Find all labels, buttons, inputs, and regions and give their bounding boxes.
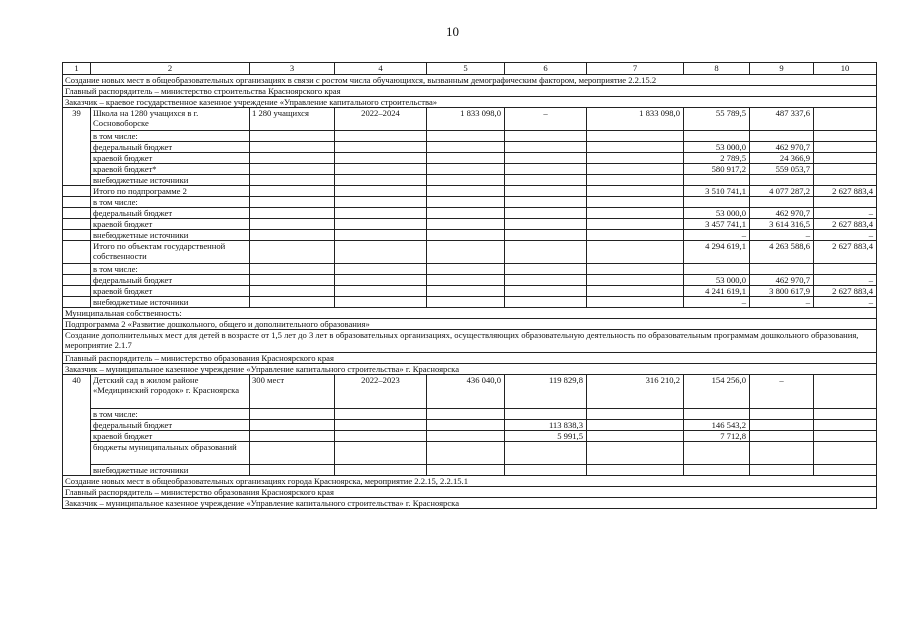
value-col10 [814,164,877,175]
table-cell [427,409,505,420]
table-cell [587,241,684,264]
table-cell [335,409,427,420]
table-cell [505,208,587,219]
table-cell [505,286,587,297]
table-cell [250,153,335,164]
object-cost: 1 833 098,0 [427,108,505,131]
budget-row [63,197,877,208]
object-cost: 436 040,0 [427,375,505,409]
value-col6 [505,442,587,465]
value-col9 [750,264,814,275]
table-cell [427,230,505,241]
table-cell [427,286,505,297]
table-cell [335,164,427,175]
budget-row [63,219,877,230]
table-cell [505,230,587,241]
row-num-cell [63,230,91,241]
value-col8: 3 510 741,1 [684,186,750,197]
table-cell [427,442,505,465]
row-label: в том числе: [91,264,250,275]
budget-row [63,164,877,175]
object-capacity: 300 мест [250,375,335,409]
value-col9 [750,175,814,186]
value-col10: – [814,230,877,241]
budget-row [63,208,877,219]
value-col6 [505,465,587,476]
table-cell [587,219,684,230]
row-label: федеральный бюджет [91,420,250,431]
value-col9: 3 614 316,5 [750,219,814,230]
row-label: краевой бюджет [91,153,250,164]
table-cell [427,219,505,230]
table-cell [427,153,505,164]
table-cell [587,197,684,208]
table-cell [587,142,684,153]
budget-row [63,431,877,442]
budget-row [63,297,877,308]
value-col9: – [750,230,814,241]
value-col10: 2 627 883,4 [814,186,877,197]
table-cell [587,264,684,275]
value-col8 [684,442,750,465]
value-col9: 462 970,7 [750,142,814,153]
table-cell [505,264,587,275]
section-title: Создание новых мест в общеобразовательных организациях в связи с ростом числа обучающихся, вызванным демографическим фактором, мероприятие 2.2.15.2 [63,75,877,86]
object-col6: 119 829,8 [505,375,587,409]
section-row [63,487,877,498]
object-col6: – [505,108,587,131]
value-col8: – [684,297,750,308]
object-col8: 55 789,5 [684,108,750,131]
budget-row [63,153,877,164]
row-label: Итого по подпрограмме 2 [91,186,250,197]
table-cell [335,465,427,476]
value-col9: 462 970,7 [750,275,814,286]
table-cell [587,164,684,175]
table-cell [587,208,684,219]
value-col9: 559 053,7 [750,164,814,175]
table-cell [335,131,427,142]
table-cell [335,186,427,197]
row-num-cell [63,275,91,286]
object-number: 40 [63,375,91,476]
table-cell [427,275,505,286]
table-cell [427,465,505,476]
row-label: внебюджетные источники [91,230,250,241]
table-cell [505,142,587,153]
table-cell [750,431,814,442]
row-label: федеральный бюджет [91,208,250,219]
table-cell [335,275,427,286]
table-cell [250,175,335,186]
table-cell [587,230,684,241]
table-cell [427,175,505,186]
section-customer: Заказчик – муниципальное казенное учреждение «Управление капитального строительства» г. Красноярска [63,498,877,509]
row-num-cell [63,297,91,308]
section-row [63,75,877,86]
section-title: Создание новых мест в общеобразовательных организациях города Красноярска, мероприятие 2.2.15, 2.2.15.1 [63,476,877,487]
object-col7: 316 210,2 [587,375,684,409]
table-cell [250,186,335,197]
table-cell [587,175,684,186]
value-col8 [684,409,750,420]
object-row [63,108,877,131]
table-cell [250,230,335,241]
table-cell [250,442,335,465]
state-total-label: Итого по объектам государственной собственности [91,241,250,264]
value-col9: 3 800 617,9 [750,286,814,297]
value-col9: – [750,297,814,308]
column-header: 10 [814,63,877,75]
row-label: в том числе: [91,409,250,420]
table-cell [335,197,427,208]
budget-row [63,230,877,241]
table-cell [505,219,587,230]
value-col10: 2 627 883,4 [814,219,877,230]
value-col10 [814,264,877,275]
budget-row [63,442,877,465]
value-col10: 2 627 883,4 [814,241,877,264]
table-cell [250,131,335,142]
section-row [63,498,877,509]
table-cell [335,208,427,219]
table-cell [587,153,684,164]
value-col8 [684,197,750,208]
section-row [63,364,877,375]
table-cell [750,409,814,420]
section-customer: Заказчик – краевое государственное казенное учреждение «Управление капитального строительства» [63,97,877,108]
table-cell [250,197,335,208]
subprogram-heading: Подпрограмма 2 «Развитие дошкольного, общего и дополнительного образования» [63,319,877,330]
section-row [63,476,877,487]
object-col9: – [750,375,814,409]
table-cell [750,420,814,431]
budget-row [63,409,877,420]
table-cell [250,465,335,476]
table-cell [250,219,335,230]
value-col8 [684,465,750,476]
table-cell [427,131,505,142]
table-cell [814,409,877,420]
table-cell [250,420,335,431]
table-cell [505,186,587,197]
section-row [63,86,877,97]
object-row [63,375,877,409]
column-header: 2 [91,63,250,75]
object-number: 39 [63,108,91,186]
table-cell [335,219,427,230]
table-cell [250,431,335,442]
table-cell [250,241,335,264]
object-period: 2022–2024 [335,108,427,131]
value-col8: 580 917,2 [684,164,750,175]
section-row [63,308,877,319]
table-cell [335,420,427,431]
row-label: внебюджетные источники [91,175,250,186]
table-cell [587,465,684,476]
municipal-heading: Муниципальная собственность: [63,308,877,319]
section-row [63,330,877,353]
table-cell [335,230,427,241]
table-cell [587,431,684,442]
value-col8: – [684,230,750,241]
table-cell [427,164,505,175]
table-cell [335,442,427,465]
value-col8: 3 457 741,1 [684,219,750,230]
object-col10 [814,375,877,409]
budget-row [63,131,877,142]
value-col9: 4 263 588,6 [750,241,814,264]
table-cell [427,197,505,208]
table-cell [587,186,684,197]
row-num-cell [63,219,91,230]
row-num-cell [63,264,91,275]
budget-table [62,62,877,509]
budget-row [63,275,877,286]
row-label: краевой бюджет [91,431,250,442]
object-col10 [814,108,877,131]
header-row [63,63,877,75]
value-col8: 2 789,5 [684,153,750,164]
section-title: Создание дополнительных мест для детей в возрасте от 1,5 лет до 3 лет в образовательных организациях, осуществляющих образовательную деятельность по образовательным программам дошкольного образования, мероприятие 2.1.7 [63,330,877,353]
section-admin: Главный распорядитель – министерство образования Красноярского края [63,353,877,364]
table-cell [335,241,427,264]
value-col6: 5 991,5 [505,431,587,442]
table-cell [250,164,335,175]
object-capacity: 1 280 учащихся [250,108,335,131]
column-header: 3 [250,63,335,75]
table-cell [505,275,587,286]
object-name: Детский сад в жилом районе «Медицинский городок» г. Красноярска [91,375,250,409]
table-cell [427,264,505,275]
table-cell [587,420,684,431]
section-row [63,319,877,330]
table-cell [335,142,427,153]
value-col9: 462 970,7 [750,208,814,219]
value-col8 [684,131,750,142]
value-col10: – [814,208,877,219]
section-admin: Главный распорядитель – министерство образования Красноярского края [63,487,877,498]
table-cell [505,131,587,142]
value-col9 [750,197,814,208]
object-period: 2022–2023 [335,375,427,409]
value-col6 [505,409,587,420]
row-label: краевой бюджет* [91,164,250,175]
table-cell [427,431,505,442]
value-col8 [684,264,750,275]
table-cell [814,431,877,442]
table-cell [587,409,684,420]
table-cell [505,197,587,208]
value-col9: 24 366,9 [750,153,814,164]
table-cell [63,241,91,264]
section-customer: Заказчик – муниципальное казенное учреждение «Управление капитального строительства» г. Красноярска [63,364,877,375]
value-col8: 53 000,0 [684,275,750,286]
value-col10 [814,131,877,142]
column-header: 7 [587,63,684,75]
table-cell [587,286,684,297]
table-cell [250,264,335,275]
table-cell [250,297,335,308]
table-cell [587,275,684,286]
value-col10 [814,142,877,153]
table-cell [750,442,814,465]
table-cell [427,208,505,219]
value-col8 [684,175,750,186]
budget-row [63,465,877,476]
table-cell [587,297,684,308]
table-cell [250,275,335,286]
table-cell [335,153,427,164]
row-label: в том числе: [91,131,250,142]
value-col8: 146 543,2 [684,420,750,431]
value-col10 [814,153,877,164]
value-col10: 2 627 883,4 [814,286,877,297]
row-label: федеральный бюджет [91,142,250,153]
value-col10: – [814,275,877,286]
table-cell [750,465,814,476]
budget-row [63,175,877,186]
value-col8: 53 000,0 [684,208,750,219]
column-header: 8 [684,63,750,75]
table-cell [250,409,335,420]
table-cell [505,175,587,186]
table-cell [335,286,427,297]
table-cell [250,142,335,153]
column-header: 9 [750,63,814,75]
column-header: 4 [335,63,427,75]
table-cell [335,431,427,442]
object-col8: 154 256,0 [684,375,750,409]
table-cell [427,186,505,197]
table-cell [505,164,587,175]
table-cell [814,465,877,476]
row-num-cell [63,186,91,197]
object-col9: 487 337,6 [750,108,814,131]
table-cell [505,153,587,164]
object-name: Школа на 1280 учащихся в г. Сосновоборске [91,108,250,131]
table-cell [335,175,427,186]
table-cell [814,442,877,465]
object-col7: 1 833 098,0 [587,108,684,131]
row-label: внебюджетные источники [91,465,250,476]
row-num-cell [63,286,91,297]
budget-row [63,264,877,275]
column-header: 5 [427,63,505,75]
value-col8: 4 241 619,1 [684,286,750,297]
page-number: 10 [446,24,459,39]
value-col10 [814,175,877,186]
table-cell [427,142,505,153]
row-label: бюджеты муниципальных образований [91,442,250,465]
budget-row [63,286,877,297]
column-header: 1 [63,63,91,75]
value-col8: 4 294 619,1 [684,241,750,264]
value-col6: 113 838,3 [505,420,587,431]
row-num-cell [63,197,91,208]
value-col8: 53 000,0 [684,142,750,153]
row-label: в том числе: [91,197,250,208]
value-col10 [814,197,877,208]
budget-row [63,186,877,197]
budget-row [63,420,877,431]
table-cell [587,131,684,142]
table-cell [427,241,505,264]
table-cell [250,286,335,297]
row-label: федеральный бюджет [91,275,250,286]
column-header: 6 [505,63,587,75]
table-cell [427,297,505,308]
table-cell [505,241,587,264]
total-row [63,241,877,264]
table-cell [587,442,684,465]
value-col9 [750,131,814,142]
row-num-cell [63,208,91,219]
value-col8: 7 712,8 [684,431,750,442]
budget-row [63,142,877,153]
row-label: внебюджетные источники [91,297,250,308]
row-label: краевой бюджет [91,219,250,230]
value-col10: – [814,297,877,308]
table-cell [814,420,877,431]
table-cell [335,264,427,275]
table-cell [250,208,335,219]
table-cell [505,297,587,308]
section-row [63,353,877,364]
table-cell [335,297,427,308]
table-cell [427,420,505,431]
section-admin: Главный распорядитель – министерство строительства Красноярского края [63,86,877,97]
value-col9: 4 077 287,2 [750,186,814,197]
row-label: краевой бюджет [91,286,250,297]
section-row [63,97,877,108]
